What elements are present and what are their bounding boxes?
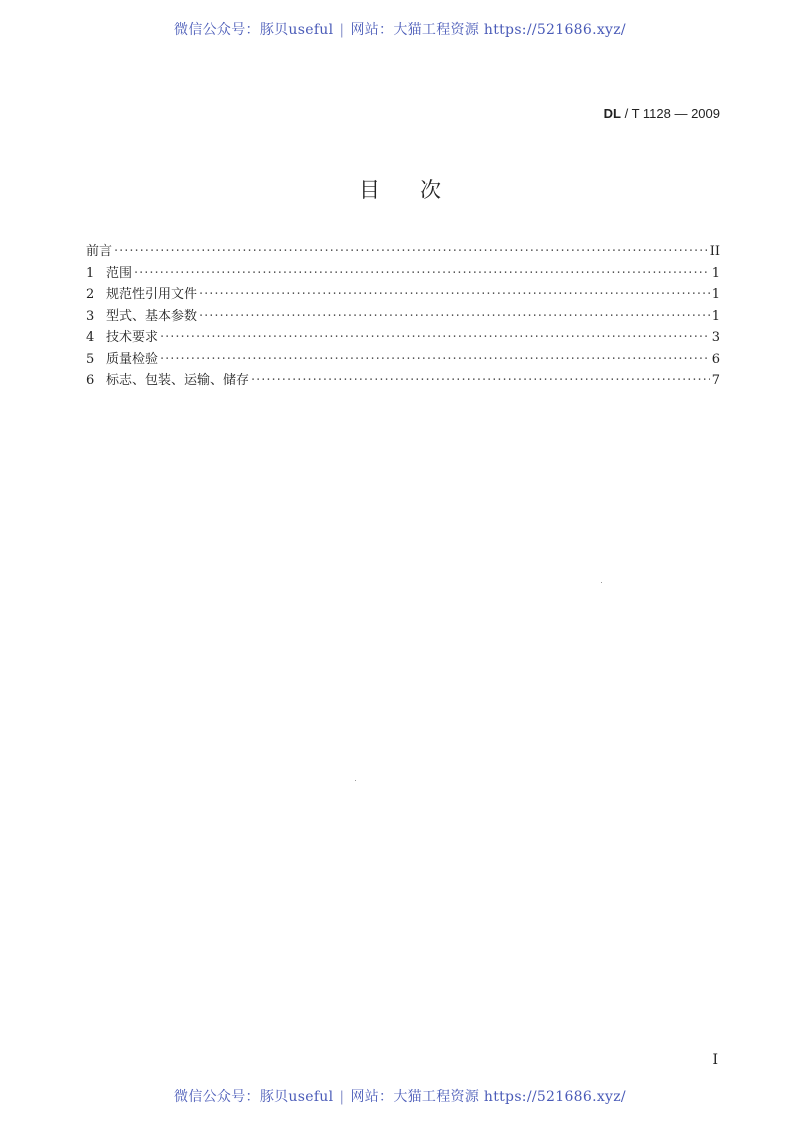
toc-leader-dots: [134, 263, 710, 285]
toc-entry-page: 3: [711, 330, 720, 345]
watermark-wechat: 微信公众号：豚贝useful: [174, 1089, 334, 1105]
toc-entry-number: 5: [86, 351, 95, 367]
page-number: I: [712, 1052, 718, 1068]
toc-leader-dots: [199, 306, 710, 328]
toc-title: 目次: [359, 178, 481, 202]
toc-entry-label: 前言: [86, 244, 113, 259]
toc-entry-label: 标志、包装、运输、储存: [106, 373, 250, 388]
toc-entry-label: 范围: [106, 265, 133, 281]
toc-entry-page: 1: [711, 287, 720, 302]
toc-entry-foreword[interactable]: [86, 241, 720, 263]
top-watermark: [0, 19, 800, 39]
watermark-separator: |: [339, 22, 345, 38]
toc-entry-scope[interactable]: [86, 263, 720, 285]
watermark-separator: |: [339, 1089, 345, 1105]
standard-code: [604, 106, 720, 121]
scan-speck: [601, 582, 602, 583]
toc-entry-types-parameters[interactable]: [86, 306, 720, 328]
toc-entry-number: 3: [86, 308, 95, 324]
toc-entry-label: 质量检验: [106, 351, 159, 367]
toc-entry-page: 1: [711, 308, 720, 324]
standard-number: / T 1128 — 2009: [620, 106, 720, 121]
toc-entry-quality-inspection[interactable]: [86, 349, 720, 371]
toc-leader-dots: [199, 284, 710, 306]
watermark-website: 网站：大猫工程资源 https://521686.xyz/: [350, 22, 626, 38]
toc-leader-dots: [160, 327, 710, 349]
toc-entry-page: II: [709, 244, 720, 259]
table-of-contents: [86, 241, 720, 392]
toc-entry-normative-references[interactable]: [86, 284, 720, 306]
toc-entry-number: 1: [86, 265, 95, 281]
scan-speck: [355, 780, 356, 781]
standard-prefix: DL: [603, 106, 621, 121]
toc-entry-number: 4: [86, 330, 95, 345]
toc-entry-label: 型式、基本参数: [106, 308, 198, 324]
toc-leader-dots: [114, 241, 708, 263]
watermark-website: 网站：大猫工程资源 https://521686.xyz/: [350, 1089, 626, 1105]
bottom-watermark: [0, 1086, 800, 1106]
toc-entry-number: 2: [86, 287, 95, 302]
toc-entry-page: 7: [711, 373, 720, 388]
toc-leader-dots: [160, 349, 710, 371]
toc-entry-technical-requirements[interactable]: [86, 327, 720, 349]
watermark-wechat: 微信公众号：豚贝useful: [174, 22, 334, 38]
toc-entry-page: 1: [711, 265, 720, 281]
toc-entry-label: 技术要求: [106, 330, 159, 345]
toc-entry-page: 6: [711, 351, 720, 367]
toc-entry-number: 6: [86, 373, 95, 388]
toc-entry-marking-packaging[interactable]: [86, 370, 720, 392]
toc-leader-dots: [251, 370, 710, 392]
toc-entry-label: 规范性引用文件: [106, 287, 198, 302]
